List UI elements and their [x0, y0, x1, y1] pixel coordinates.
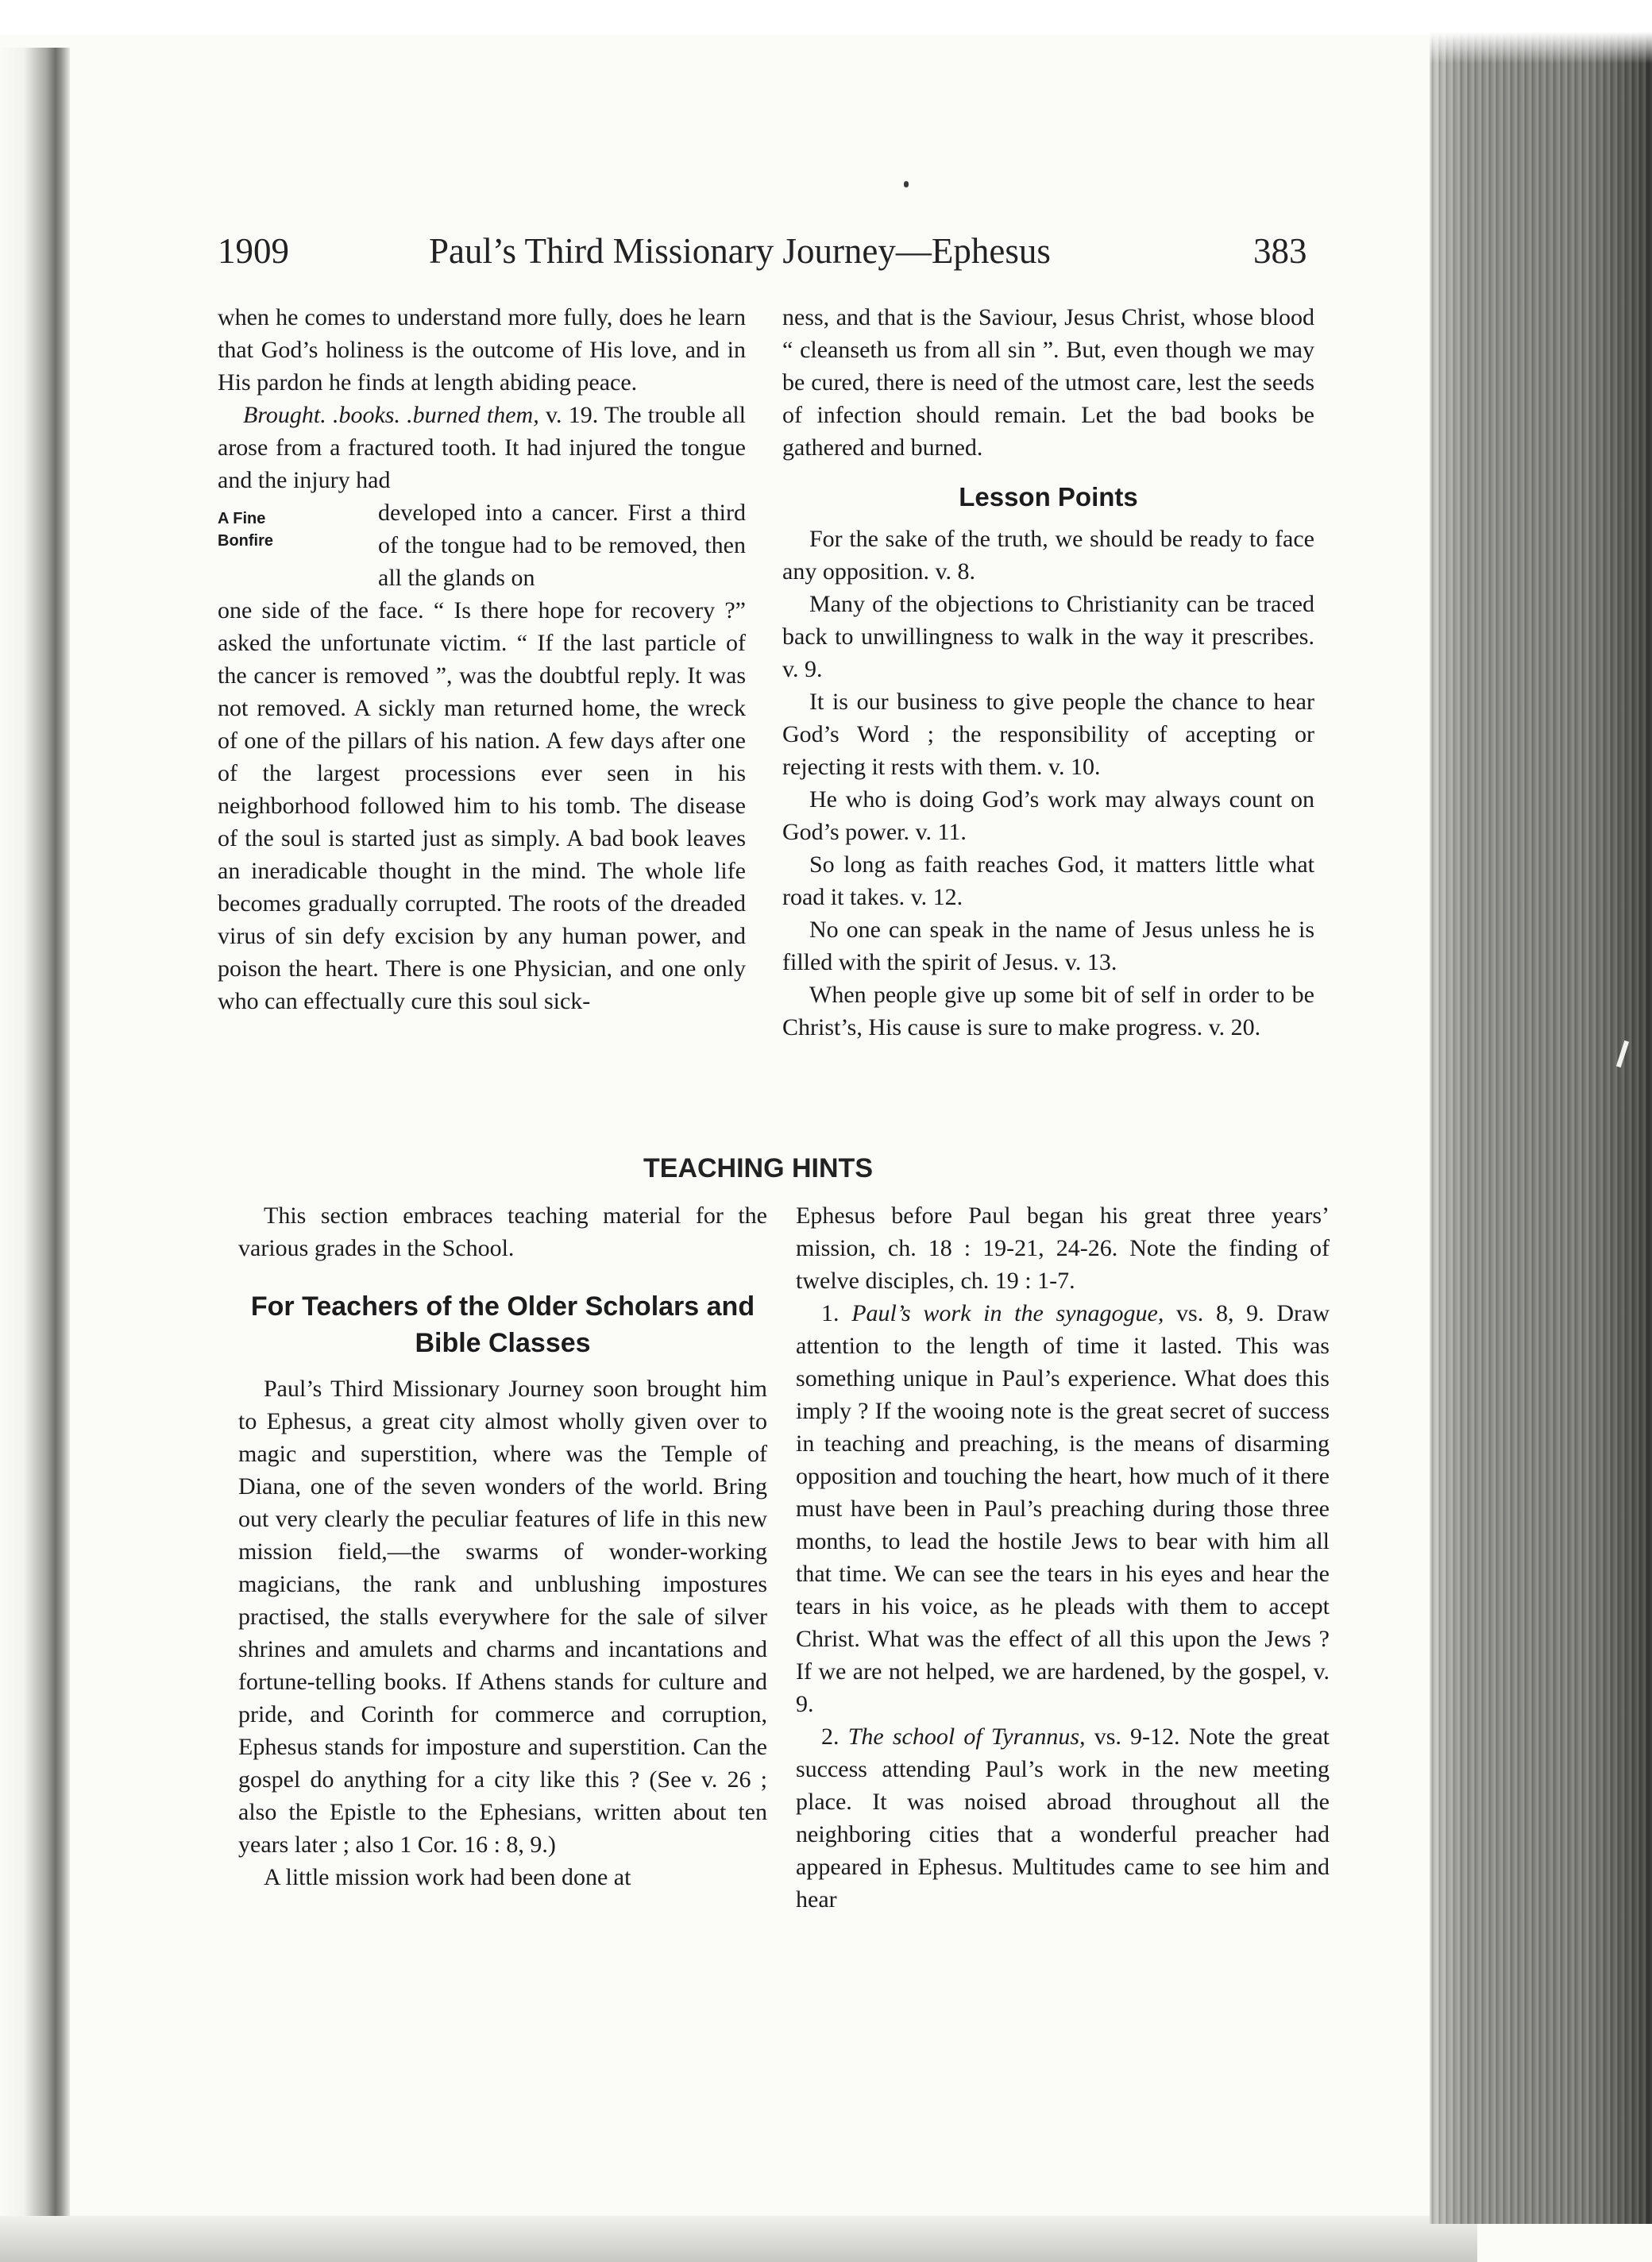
paragraph-text: vs. 9-12. Note the great success attending Paul’s work in the new meeting place. It was noised abroad throughout all the neighboring cities that a wonderful preacher had appeared in Ephesus. Multitudes came to see him and hear [796, 1724, 1330, 1913]
page-bottom-curve [0, 2216, 1477, 2262]
lesson-point: He who is doing God’s work may always count on God’s power. v. 11. [782, 786, 1314, 845]
paragraph: A little mission work had been done at [264, 1864, 631, 1890]
paragraph: Ephesus before Paul began his great three years’ mission, ch. 18 : 19-21, 24-26. Note the finding of twelve disciples, ch. 19 : 1-7. [796, 1202, 1330, 1294]
paragraph: one side of the face. “ Is there hope for recovery ?” asked the unfortunate victim. “ If the last particle of the cancer is removed ”, was the doubtful reply. It was not removed. A sickly man returned home, the wreck of one of the pillars of his nation. A few days after one of the largest processions ever seen in his neighborhood followed him to his tomb. The disease of the soul is started just as simply. A bad book leaves an ineradicable thought in the mind. The whole life becomes gradually corrupted. The roots of the dreaded virus of sin defy excision by any human power, and poison the heart. There is one Physician, and one only who can effectually cure this soul sick- [218, 597, 746, 1014]
side-heading [218, 508, 353, 552]
column-lower-right [796, 1199, 1330, 1916]
lesson-point: Many of the objections to Christianity can be traced back to unwillingness to walk in the way it prescribes. v. 9. [782, 591, 1314, 682]
paragraph [218, 399, 746, 496]
side-heading-wrap [218, 496, 746, 594]
running-header-title: Paul’s Third Missionary Journey—Ephesus [429, 231, 1051, 271]
paragraph: Paul’s Third Missionary Journey soon brought him to Ephesus, a great city almost wholly given over to magic and superstition, where was the Temple of Diana, one of the seven wonders of the world. Bring out very clearly the peculiar features of life in this new mission field,—the swarms of wonder-working magicians, the rank and unblushing impostures practised, the stalls everywhere for the sale of silver shrines and amulets and charms and incantations and fortune-telling books. If Athens stands for culture and pride, and Corinth for commerce and corruption, Ephesus stands for imposture and superstition. Can the gospel do anything for a city like this ? (See v. 26 ; also the Epistle to the Ephesians, written about ten years later ; also 1 Cor. 16 : 8, 9.) [238, 1376, 767, 1858]
paragraph [796, 1720, 1330, 1916]
side-heading-line: Bonfire [218, 532, 273, 550]
lesson-point: So long as faith reaches God, it matters little what road it takes. v. 12. [782, 851, 1314, 910]
book-page-edges [1430, 32, 1652, 2224]
paragraph: This section embraces teaching material for the various grades in the School. [238, 1202, 767, 1261]
page-number: 383 [1253, 231, 1307, 271]
top-margin-strip [0, 0, 1652, 35]
book-gutter-shadow [0, 48, 70, 2240]
lesson-point: It is our business to give people the chance to hear God’s Word ; the responsibility of accepting or rejecting it rests with them. v. 10. [782, 689, 1314, 780]
running-header-year: 1909 [218, 231, 289, 271]
teaching-hints-heading: TEACHING HINTS [643, 1153, 873, 1183]
paragraph-text: vs. 8, 9. Draw attention to the length of time it lasted. This was something unique in Paul’s experience. What does this imply ? If the wooing note is the great secret of success in teaching and preaching, is the means of disarming opposition and touching the heart, how much of it there must have been in Paul’s preaching during those three months, to lead the hostile Jews to bear with him all that time. We can see the tears in his eyes and hear the tears in his voice, as he pleads with them to accept Christ. What was the effect of all this upon the Jews ? If we are not helped, we are hardened, by the gospel, v. 9. [796, 1300, 1330, 1717]
older-scholars-heading: For Teachers of the Older Scholars and Bible Classes [250, 1291, 755, 1358]
lesson-points-heading: Lesson Points [959, 482, 1138, 511]
ink-speck [904, 181, 909, 187]
column-lower-left [238, 1199, 767, 1893]
point-number: 1. [821, 1300, 852, 1326]
column-upper-left [218, 301, 746, 1017]
wrapped-text: developed into a cancer. First a third of the tongue had to be removed, then all the glands on [378, 500, 746, 591]
lesson-point: For the sake of the truth, we should be ready to face any opposition. v. 8. [782, 526, 1314, 585]
lesson-point: No one can speak in the name of Jesus unless he is filled with the spirit of Jesus. v. 13. [782, 917, 1314, 975]
lesson-point: When people give up some bit of self in order to be Christ’s, His cause is sure to make progress. v. 20. [782, 982, 1314, 1040]
column-upper-right [782, 301, 1314, 1044]
paragraph [796, 1297, 1330, 1720]
page-edges-highlight [1430, 32, 1652, 64]
scripture-reference: Brought. .books. .burned them, [243, 402, 539, 428]
side-heading-line: A Fine [218, 510, 266, 527]
paragraph-text: v. 19. The trouble all arose from a fractured tooth. It had injured the tongue and the injury had [218, 402, 746, 493]
point-number: 2. [821, 1724, 848, 1750]
scripture-reference: The school of Tyrannus, [847, 1724, 1086, 1750]
paragraph: when he comes to understand more fully, does he learn that God’s holiness is the outcome of His love, and in His pardon he finds at length abiding peace. [218, 304, 746, 396]
paragraph: ness, and that is the Saviour, Jesus Christ, whose blood “ cleanseth us from all sin ”. But, even though we may be cured, there is need of the utmost care, lest the seeds of infection should remain. Let the bad books be gathered and burned. [782, 304, 1314, 461]
scripture-reference: Paul’s work in the synagogue, [851, 1300, 1164, 1326]
